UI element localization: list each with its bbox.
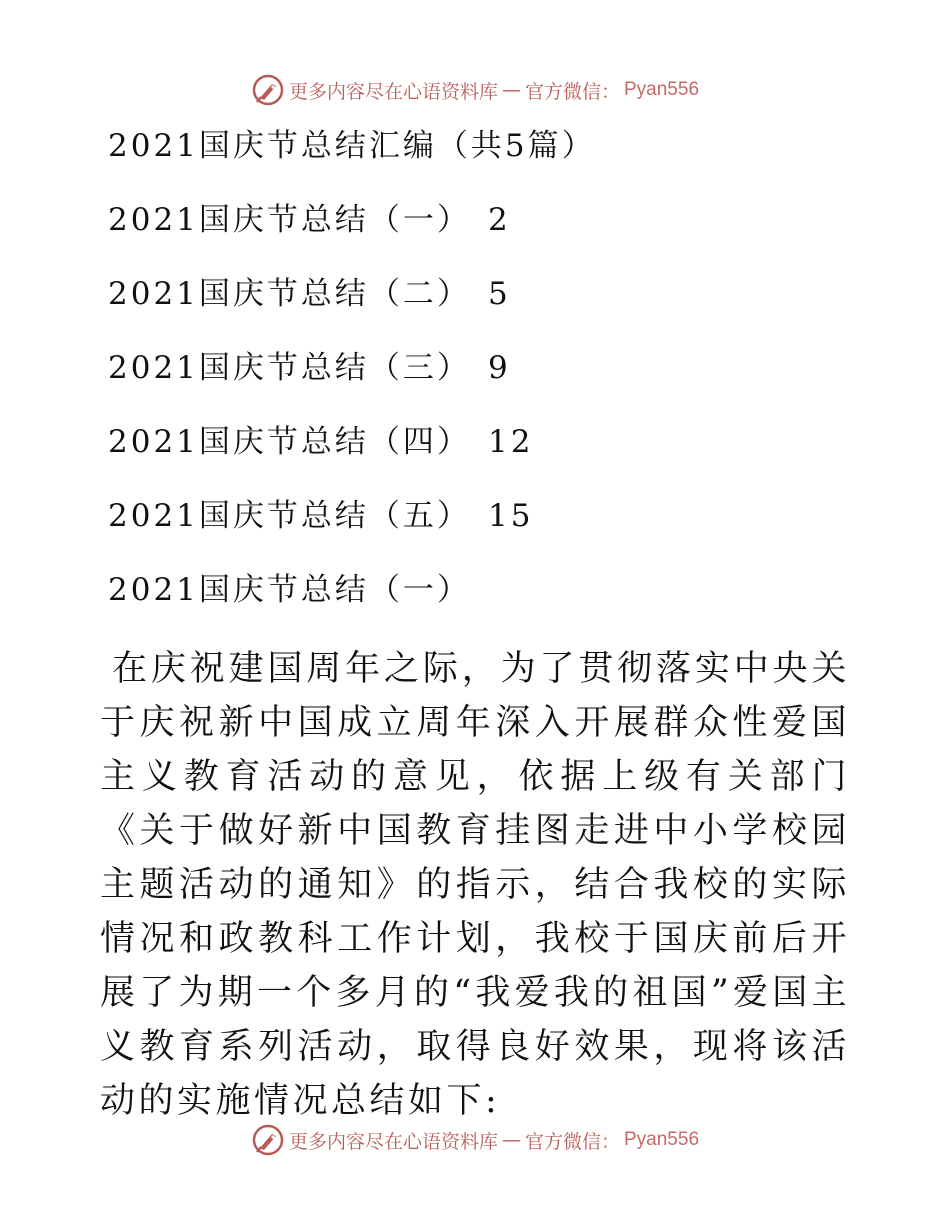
document-title: 2021国庆节总结汇编（共5篇） [108, 128, 596, 164]
toc-item-label: 2021国庆节总结（四） [108, 424, 471, 460]
toc-item[interactable] [108, 346, 533, 420]
toc-item-label: 2021国庆节总结（三） [108, 350, 471, 386]
watermark-separator: — [501, 79, 521, 101]
toc-item-page: 15 [488, 498, 534, 534]
toc-item-page: 9 [488, 350, 511, 386]
pen-nib-logo-icon [251, 73, 285, 107]
toc-item[interactable] [108, 420, 533, 494]
watermark-wechat-label: 官方微信： [524, 1130, 620, 1153]
toc-item-page: 12 [488, 424, 534, 460]
toc-item[interactable] [108, 198, 533, 272]
watermark-separator: — [501, 1129, 521, 1151]
watermark-text: 更多内容尽在心语资料库 [288, 1130, 498, 1153]
watermark-wechat-label: 官方微信： [524, 80, 620, 103]
table-of-contents [108, 198, 533, 568]
footer-watermark [0, 1120, 950, 1160]
section-heading: 2021国庆节总结（一） [108, 572, 471, 608]
pen-nib-logo-icon [251, 1123, 285, 1157]
toc-item-page: 5 [488, 276, 511, 312]
toc-item-label: 2021国庆节总结（二） [108, 276, 471, 312]
body-paragraph: 在庆祝建国周年之际，为了贯彻落实中央关于庆祝新中国成立周年深入开展群众性爱国主义教育活动的意见，依据上级有关部门《关于做好新中国教育挂图走进中小学校园主题活动的通知》的指示，结合我校的实际情况和政教科工作计划，我校于国庆前后开展了为期一个多月的“我爱我的祖国”爱国主义教育系列活动，取得良好效果，现将该活动的实施情况总结如下: [100, 649, 850, 1121]
header-watermark [0, 70, 950, 110]
watermark-wechat-id: Pyan556 [624, 79, 700, 100]
toc-item-label: 2021国庆节总结（一） [108, 202, 471, 238]
watermark-text: 更多内容尽在心语资料库 [288, 80, 498, 103]
toc-item[interactable] [108, 494, 533, 568]
toc-item-label: 2021国庆节总结（五） [108, 498, 471, 534]
watermark-wechat-id: Pyan556 [624, 1129, 700, 1150]
toc-item-page: 2 [488, 202, 511, 238]
toc-item[interactable] [108, 272, 533, 346]
